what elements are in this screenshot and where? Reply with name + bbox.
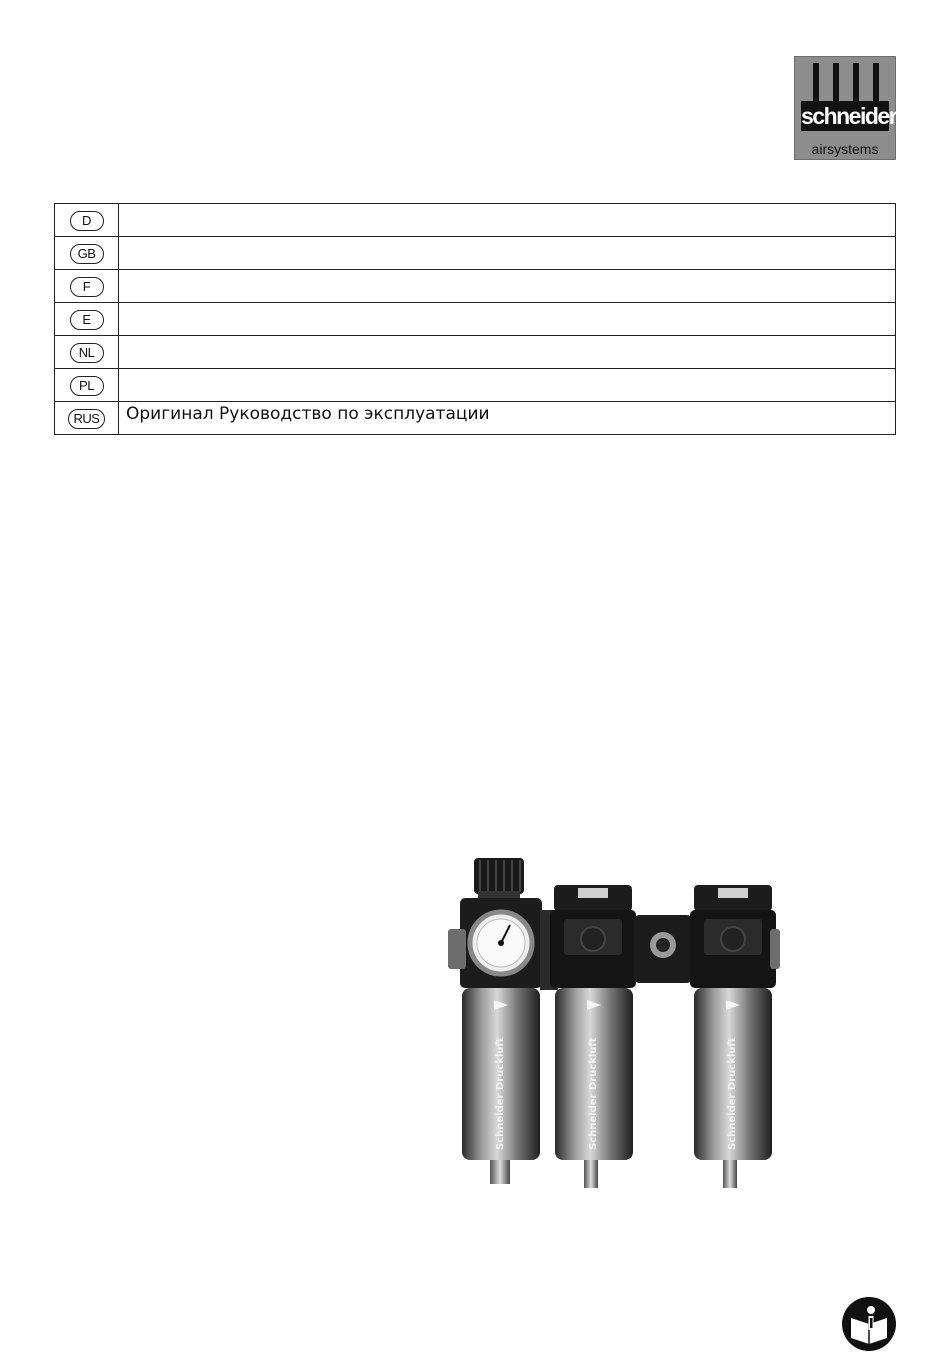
- language-code-badge: E: [70, 310, 104, 330]
- filter-unit-illustration: [440, 855, 790, 1195]
- language-row: [55, 303, 896, 336]
- bowl-label: Schneider Druckluft: [727, 1037, 738, 1150]
- language-title: [119, 204, 896, 237]
- language-row: [55, 270, 896, 303]
- language-row: [55, 204, 896, 237]
- language-title: [119, 336, 896, 369]
- language-row: [55, 237, 896, 270]
- brand-logo: [794, 56, 896, 160]
- language-row: [55, 369, 896, 402]
- language-title: [119, 303, 896, 336]
- language-code-badge: GB: [70, 244, 104, 264]
- language-code-badge: RUS: [68, 409, 106, 429]
- language-table: [54, 203, 896, 435]
- logo-subtitle: airsystems: [811, 141, 879, 157]
- language-title: [119, 369, 896, 402]
- language-title: [119, 237, 896, 270]
- language-row: [55, 402, 896, 435]
- logo-stripes: [807, 63, 885, 103]
- language-code-badge: D: [70, 211, 104, 231]
- read-manual-icon: [841, 1296, 897, 1352]
- language-row: [55, 336, 896, 369]
- language-title: Оригинал Руководство по эксплуатации: [119, 402, 896, 435]
- bowl-label: Schneider Druckluft: [588, 1037, 599, 1150]
- language-code-badge: PL: [70, 376, 104, 396]
- language-code-badge: NL: [70, 343, 104, 363]
- logo-wordmark: schneider: [801, 103, 897, 129]
- language-code-badge: F: [70, 277, 104, 297]
- language-title: [119, 270, 896, 303]
- bowl-label: Schneider Druckluft: [495, 1037, 506, 1150]
